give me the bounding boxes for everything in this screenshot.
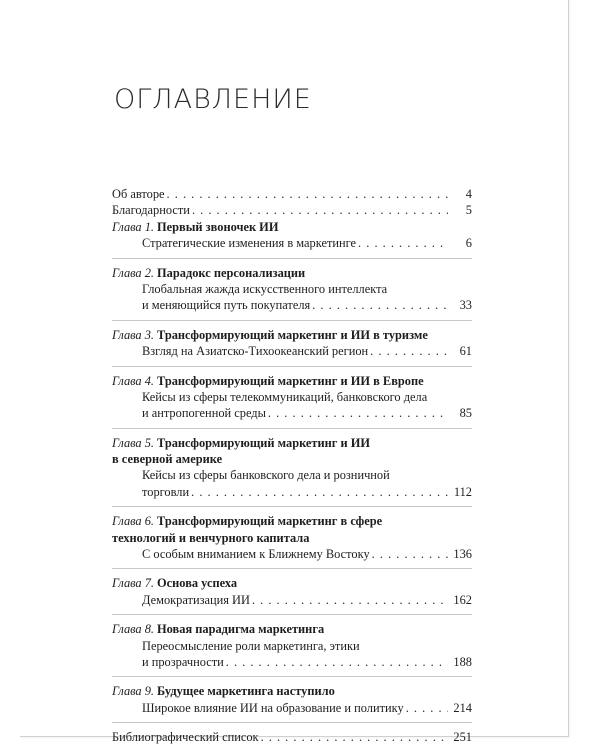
leader-dots: [312, 297, 448, 313]
toc-page-number: 4: [465, 187, 472, 201]
chapter-subtitle: Демократизация ИИ: [142, 592, 250, 607]
chapter-subtitle: Широкое влияние ИИ на образование и политику: [142, 700, 404, 715]
chapter-label: Глава 3.: [112, 327, 155, 342]
divider: [112, 258, 472, 259]
toc-chapter-1: [112, 219, 472, 252]
leader-dots: [358, 235, 448, 251]
divider: [112, 320, 472, 321]
chapter-title: Основа успеха: [157, 576, 238, 591]
chapter-label: Глава 9.: [112, 684, 155, 699]
chapter-title: Будущее маркетинга наступило: [157, 684, 335, 699]
toc-entry-about-author: [112, 186, 472, 202]
chapter-subtitle: С особым вниманием к Ближнему Востоку: [142, 547, 370, 562]
chapter-subtitle: Глобальная жажда искусственного интеллекта: [142, 281, 388, 296]
leader-dots: [406, 700, 448, 716]
toc-chapter-3: [112, 327, 472, 360]
divider: [112, 722, 472, 723]
chapter-label: Глава 7.: [112, 576, 155, 591]
leader-dots: [191, 484, 448, 500]
leader-dots: [192, 202, 448, 218]
chapter-title: Первый звоночек ИИ: [157, 219, 279, 234]
chapter-subtitle: Кейсы из сферы телекоммуникаций, банковского дела: [142, 389, 428, 404]
toc-chapter-4: [112, 373, 472, 422]
chapter-title: Трансформирующий маркетинг и ИИ в туризме: [157, 327, 428, 342]
toc-page-number: 5: [465, 203, 472, 218]
toc-entry-bibliography: [112, 729, 472, 745]
chapter-subtitle: Переосмысление роли маркетинга, этики: [142, 638, 360, 653]
divider: [112, 676, 472, 677]
chapter-subtitle: Взгляд на Азиатско-Тихоокеанский регион: [142, 344, 369, 359]
divider: [112, 568, 472, 569]
chapter-label: Глава 5.: [112, 435, 155, 450]
chapter-title: Парадокс персонализации: [157, 265, 306, 280]
chapter-label: Глава 2.: [112, 265, 155, 280]
divider: [112, 366, 472, 367]
toc-chapter-8: [112, 621, 472, 670]
divider: [112, 614, 472, 615]
toc-chapter-9: [112, 683, 472, 716]
toc-page-number: 214: [453, 700, 472, 715]
leader-dots: [252, 592, 448, 608]
toc-page-number: 162: [453, 592, 472, 607]
toc-page-number: 188: [453, 654, 472, 669]
chapter-title: Трансформирующий маркетинг и ИИ в Европе: [157, 373, 424, 388]
toc-chapter-5: [112, 435, 472, 501]
chapter-title-continued: в северной америке: [112, 452, 223, 467]
chapter-title: Новая парадигма маркетинга: [157, 622, 325, 637]
toc-entry-title: Благодарности: [112, 203, 190, 218]
divider: [112, 428, 472, 429]
chapter-subtitle: Кейсы из сферы банковского дела и розничной: [142, 468, 390, 483]
chapter-label: Глава 1.: [112, 219, 155, 234]
toc-page-number: 112: [453, 484, 472, 499]
toc-page-number: 61: [459, 344, 472, 359]
book-page: [20, 0, 569, 745]
chapter-subtitle: Стратегические изменения в маркетинге: [142, 236, 357, 251]
toc-chapter-6: [112, 513, 472, 562]
toc-page-number: 33: [459, 298, 472, 313]
toc-entry-title: Библиографический список: [112, 730, 259, 745]
chapter-title-continued: технологий и венчурного капитала: [112, 530, 310, 545]
leader-dots: [226, 654, 448, 670]
chapter-label: Глава 6.: [112, 514, 155, 529]
toc-page-number: 251: [453, 730, 472, 745]
toc-page-number: 85: [459, 406, 472, 421]
toc-entry-title: Об авторе: [112, 187, 165, 201]
chapter-subtitle: торговли: [142, 484, 190, 499]
chapter-label: Глава 8.: [112, 622, 155, 637]
chapter-subtitle: и прозрачности: [142, 654, 224, 669]
leader-dots: [268, 405, 448, 421]
toc-chapter-7: [112, 575, 472, 608]
leader-dots: [370, 343, 448, 359]
chapter-label: Глава 4.: [112, 373, 155, 388]
leader-dots: [372, 546, 448, 562]
chapter-title: Трансформирующий маркетинг в сфере: [157, 514, 383, 529]
chapter-subtitle: и меняющийся путь покупателя: [142, 298, 311, 313]
toc-chapter-2: [112, 265, 472, 314]
leader-dots: [167, 186, 448, 202]
table-of-contents: [112, 186, 472, 746]
page-title: ОГЛАВЛЕНИЕ: [114, 84, 312, 115]
toc-page-number: 6: [465, 236, 472, 251]
chapter-title: Трансформирующий маркетинг и ИИ: [157, 435, 371, 450]
leader-dots: [261, 729, 448, 745]
toc-entry-acknowledgements: [112, 202, 472, 218]
chapter-subtitle: и антропогенной среды: [142, 406, 266, 421]
divider: [112, 506, 472, 507]
toc-page-number: 136: [453, 547, 472, 562]
